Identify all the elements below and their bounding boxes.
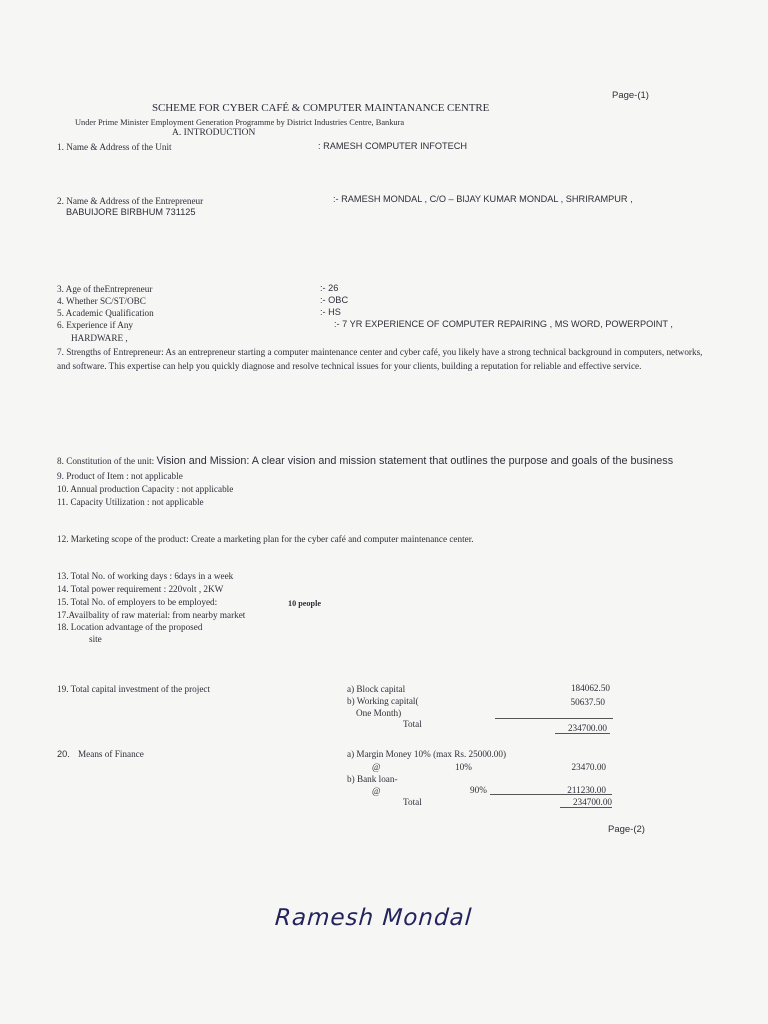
capital-total-rule (495, 718, 613, 719)
margin-money-value: 23470.00 (571, 762, 606, 772)
item-8-label: 8. Constitution of the unit: (57, 456, 157, 466)
document-subtitle: Under Prime Minister Employment Generation Programme by District Industries Centre, Bankura (75, 118, 405, 127)
item-2-continuation: BABUIJORE BIRBHUM 731125 (66, 207, 196, 217)
working-capital-value: 50637.50 (570, 697, 605, 707)
margin-money-label: a) Margin Money 10% (max Rs. 25000.00) (347, 749, 507, 759)
finance-number: 20. (57, 749, 70, 759)
bank-percent: 90% (470, 785, 487, 795)
item-6-continuation: HARDWARE , (71, 333, 128, 343)
item-7-strengths: 7. Strengths of Entrepreneur: As an entrepreneur starting a computer maintenance center and cyber café, you likely have a strong technical background in computers, networks, and software. This expertise can help you quickly diagnose and resolve technical issues for your clients, building a reputation for reliable and effective service. (57, 347, 703, 371)
section-heading: A. INTRODUCTION (172, 128, 256, 138)
item-3-value: :- 26 (320, 283, 339, 293)
bank-at: @ (372, 786, 381, 796)
page-number-bottom: Page-(2) (608, 824, 645, 835)
bank-loan-label: b) Bank loan- (347, 774, 398, 784)
handwritten-signature: Ramesh Mondal (274, 905, 474, 931)
item-6-label: 6. Experience if Any (57, 320, 134, 330)
item-10: 10. Annual production Capacity : not applicable (57, 484, 234, 494)
margin-at: @ (372, 762, 381, 772)
document-title: SCHEME FOR CYBER CAFÉ & COMPUTER MAINTANANCE CENTRE (152, 102, 490, 114)
page-number-top: Page-(1) (612, 90, 649, 101)
capital-total-underline (555, 733, 610, 734)
block-capital-value: 184062.50 (570, 683, 610, 693)
block-capital-label: a) Block capital (347, 684, 406, 694)
item-6-value: :- 7 YR EXPERIENCE OF COMPUTER REPAIRING , MS WORD, POWERPOINT , (334, 319, 673, 329)
item-5-label: 5. Academic Qualification (57, 308, 154, 318)
item-18: 18. Location advantage of the proposed (57, 622, 203, 632)
item-13: 13. Total No. of working days : 6days in a week (57, 571, 234, 581)
item-17: 17.Availbality of raw material: from nearby market (57, 610, 246, 620)
finance-label: Means of Finance (78, 749, 144, 759)
item-15-label: 15. Total No. of employers to be employed: (57, 597, 218, 607)
item-1-value: : RAMESH COMPUTER INFOTECH (318, 141, 468, 151)
item-2-label: 2. Name & Address of the Entrepreneur (57, 196, 204, 206)
working-capital-label: b) Working capital( (347, 696, 419, 706)
item-8-value: Vision and Mission: A clear vision and mission statement that outlines the purpose and goals of the business (156, 455, 674, 467)
item-8-row (57, 456, 673, 467)
item-15-value: 10 people (288, 599, 321, 608)
item-5-value: :- HS (320, 307, 341, 317)
capital-total-value: 234700.00 (567, 723, 607, 733)
capital-total-label: Total (403, 719, 422, 729)
item-14: 14. Total power requirement : 220volt , 2KW (57, 584, 224, 594)
finance-total-value: 234700.00 (572, 797, 612, 807)
finance-total-label: Total (403, 797, 422, 807)
item-2-value: :- RAMESH MONDAL , C/O – BIJAY KUMAR MONDAL , SHRIRAMPUR , (333, 194, 633, 204)
item-9: 9. Product of Item : not applicable (57, 471, 183, 481)
capital-label: 19. Total capital investment of the project (57, 684, 211, 694)
bank-loan-value: 211230.00 (567, 785, 606, 795)
finance-total-underline (560, 807, 612, 808)
margin-percent: 10% (455, 762, 472, 772)
item-4-label: 4. Whether SC/ST/OBC (57, 296, 146, 306)
item-18-continuation: site (89, 634, 102, 644)
working-capital-continuation: One Month) (356, 708, 402, 718)
item-11: 11. Capacity Utilization : not applicable (57, 497, 204, 507)
item-12: 12. Marketing scope of the product: Create a marketing plan for the cyber café and computer maintenance center. (57, 534, 474, 544)
item-1-label: 1. Name & Address of the Unit (57, 142, 172, 152)
item-3-label: 3. Age of theEntrepreneur (57, 284, 153, 294)
item-4-value: :- OBC (320, 295, 349, 305)
